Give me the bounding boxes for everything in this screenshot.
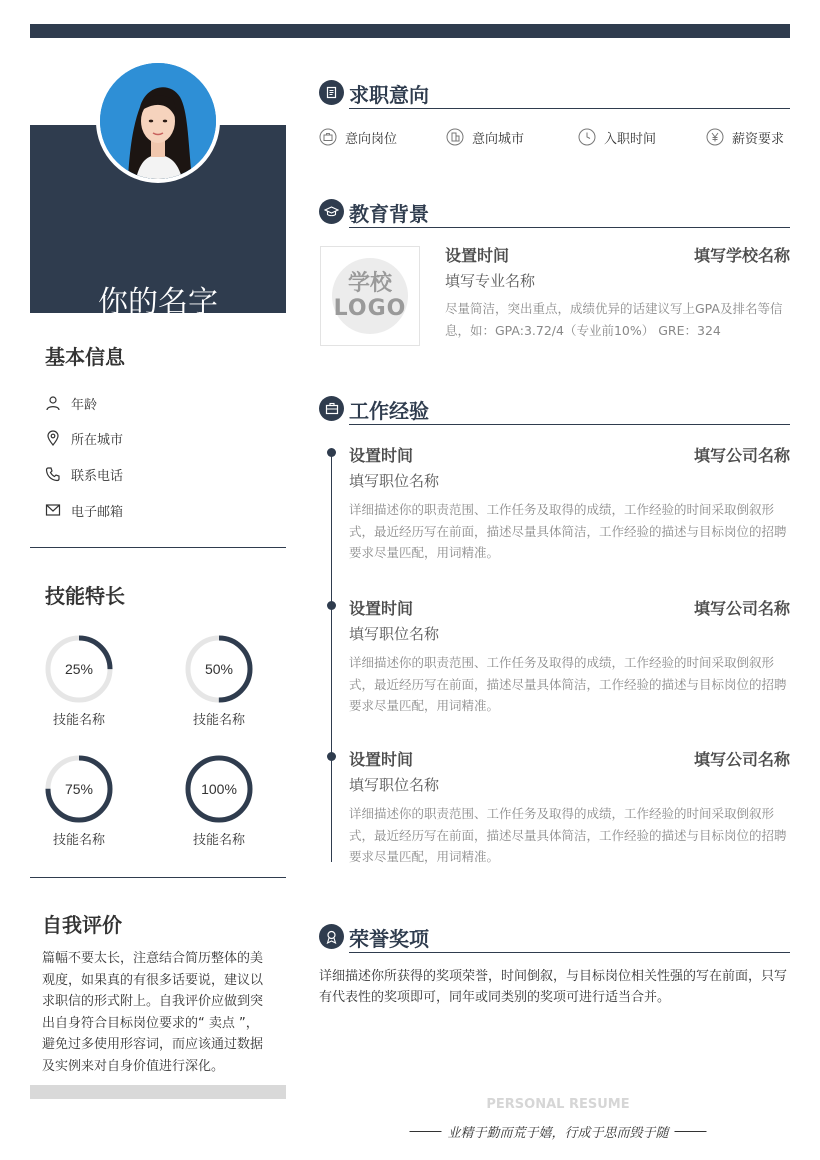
sidebar-bottom-bar xyxy=(30,1085,286,1099)
work-date: 设置时间 xyxy=(349,446,414,465)
skill-percent: 75% xyxy=(64,781,94,797)
footer-motto xyxy=(403,1122,712,1141)
skill-label: 技能名称 xyxy=(192,833,245,848)
school-logo-text-cn: 学校 xyxy=(347,271,392,296)
work-position: 填写职位名称 xyxy=(349,472,440,490)
skill-ring xyxy=(44,754,114,824)
work-date: 设置时间 xyxy=(349,599,414,618)
medal-icon xyxy=(319,924,344,949)
honors-title: 荣誉奖项 xyxy=(349,927,429,951)
intent-position xyxy=(319,128,397,146)
education-major: 填写专业名称 xyxy=(445,272,536,290)
briefcase-icon xyxy=(319,396,344,421)
sidebar-divider xyxy=(30,547,286,548)
motto-dash-left xyxy=(409,1131,441,1132)
person-intro: 一句话介绍自己， 告诉HR为什么选择你而不是别人 xyxy=(49,327,267,360)
honors-header xyxy=(318,923,790,953)
skill-ring xyxy=(184,634,254,704)
section-underline xyxy=(349,424,790,425)
education-header xyxy=(318,198,790,228)
skill-label: 技能名称 xyxy=(192,713,245,728)
work-title: 工作经验 xyxy=(349,399,429,423)
intent-position-label: 意向岗位 xyxy=(345,131,398,147)
skill-item xyxy=(34,634,124,728)
work-header xyxy=(318,395,790,425)
education-description: 尽量简洁，突出重点，成绩优异的话建议写上GPA及排名等信息，如：GPA:3.72/4（专业前10%） GRE：324 xyxy=(445,301,783,338)
job-intent-title: 求职意向 xyxy=(349,83,429,107)
motto-dash-right xyxy=(675,1131,707,1132)
skill-label: 技能名称 xyxy=(52,713,105,728)
skill-item xyxy=(174,634,264,728)
mail-icon xyxy=(45,502,61,518)
timeline-dot xyxy=(327,601,336,610)
person-name: 你的名字 xyxy=(98,285,218,320)
education-school: 填写学校名称 xyxy=(693,246,790,265)
info-age xyxy=(45,393,97,413)
work-date: 设置时间 xyxy=(349,750,414,769)
info-city-label: 所在城市 xyxy=(71,432,124,448)
skill-ring xyxy=(44,634,114,704)
self-eval-title: 自我评价 xyxy=(42,913,122,937)
honors-description: 详细描述你所获得的奖项荣誉，时间倒叙，与目标岗位相关性强的写在前面，只写有代表性的奖项即可，同年或同类别的奖项可进行适当合并。 xyxy=(319,969,788,1005)
avatar xyxy=(96,59,220,183)
info-age-label: 年龄 xyxy=(71,397,98,413)
section-underline xyxy=(349,227,790,228)
work-company: 填写公司名称 xyxy=(693,750,790,769)
phone-icon xyxy=(45,466,61,482)
intent-city xyxy=(446,128,524,146)
graduation-cap-icon xyxy=(319,199,344,224)
info-email-label: 电子邮箱 xyxy=(71,504,124,520)
work-position: 填写职位名称 xyxy=(349,625,440,643)
section-underline xyxy=(349,108,790,109)
intent-start-time-label: 入职时间 xyxy=(604,131,657,147)
work-timeline xyxy=(331,452,332,862)
document-icon xyxy=(319,80,344,105)
work-description: 详细描述你的职责范围、工作任务及取得的成绩，工作经验的时间采取倒叙形式，最近经历写在前面，描述尽量具体简洁，工作经验的描述与目标岗位的招聘要求尽量匹配，用词精准。 xyxy=(349,806,787,864)
self-eval-text: 篇幅不要太长，注意结合简历整体的美观度，如果真的有很多话要说，建议以求职信的形式附上。自我评价应做到突出自身符合目标岗位要求的“ 卖点 ”，避免过多使用形容词，而应该通过数据及实例来对自身价值进行深化。 xyxy=(42,951,264,1074)
skill-percent: 25% xyxy=(64,661,94,677)
info-phone xyxy=(45,464,123,484)
school-logo-placeholder xyxy=(320,246,420,346)
work-description: 详细描述你的职责范围、工作任务及取得的成绩，工作经验的时间采取倒叙形式，最近经历写在前面，描述尽量具体简洁，工作经验的描述与目标岗位的招聘要求尽量匹配，用词精准。 xyxy=(349,502,787,560)
skill-item xyxy=(34,754,124,848)
timeline-dot xyxy=(327,448,336,457)
location-pin-icon xyxy=(45,430,61,446)
motto-text: 业精于勤而荒于嬉，行成于思而毁于随 xyxy=(447,1126,669,1141)
skills-title: 技能特长 xyxy=(45,584,125,608)
skill-item xyxy=(174,754,264,848)
footer-english-title: PERSONAL RESUME xyxy=(486,1097,630,1112)
info-email xyxy=(45,500,123,520)
timeline-dot xyxy=(327,752,336,761)
person-icon xyxy=(45,395,61,411)
skill-percent: 100% xyxy=(201,781,237,797)
work-company: 填写公司名称 xyxy=(693,446,790,465)
yen-icon xyxy=(706,128,724,146)
intent-start-time xyxy=(578,128,656,146)
job-intent-header xyxy=(318,79,790,109)
skill-label: 技能名称 xyxy=(52,833,105,848)
work-position: 填写职位名称 xyxy=(349,776,440,794)
intent-salary xyxy=(706,128,784,146)
skill-ring xyxy=(184,754,254,824)
info-phone-label: 联系电话 xyxy=(71,468,124,484)
school-logo xyxy=(332,258,408,334)
clock-icon xyxy=(578,128,596,146)
section-underline xyxy=(349,952,790,953)
work-company: 填写公司名称 xyxy=(693,599,790,618)
school-logo-text-en: LOGO xyxy=(333,296,407,321)
building-icon xyxy=(446,128,464,146)
top-accent-bar xyxy=(30,24,790,38)
work-description: 详细描述你的职责范围、工作任务及取得的成绩，工作经验的时间采取倒叙形式，最近经历写在前面，描述尽量具体简洁，工作经验的描述与目标岗位的招聘要求尽量匹配，用词精准。 xyxy=(349,655,787,713)
skill-percent: 50% xyxy=(204,661,234,677)
name-underline xyxy=(131,378,186,382)
avatar-photo xyxy=(100,63,216,179)
intent-salary-label: 薪资要求 xyxy=(732,131,785,147)
briefcase-outline-icon xyxy=(319,128,337,146)
intent-city-label: 意向城市 xyxy=(472,131,525,147)
basic-info-title: 基本信息 xyxy=(45,345,125,369)
sidebar xyxy=(30,38,286,1138)
education-date: 设置时间 xyxy=(445,246,510,265)
info-city xyxy=(45,428,123,448)
education-title: 教育背景 xyxy=(349,202,429,226)
sidebar-divider xyxy=(30,877,286,878)
